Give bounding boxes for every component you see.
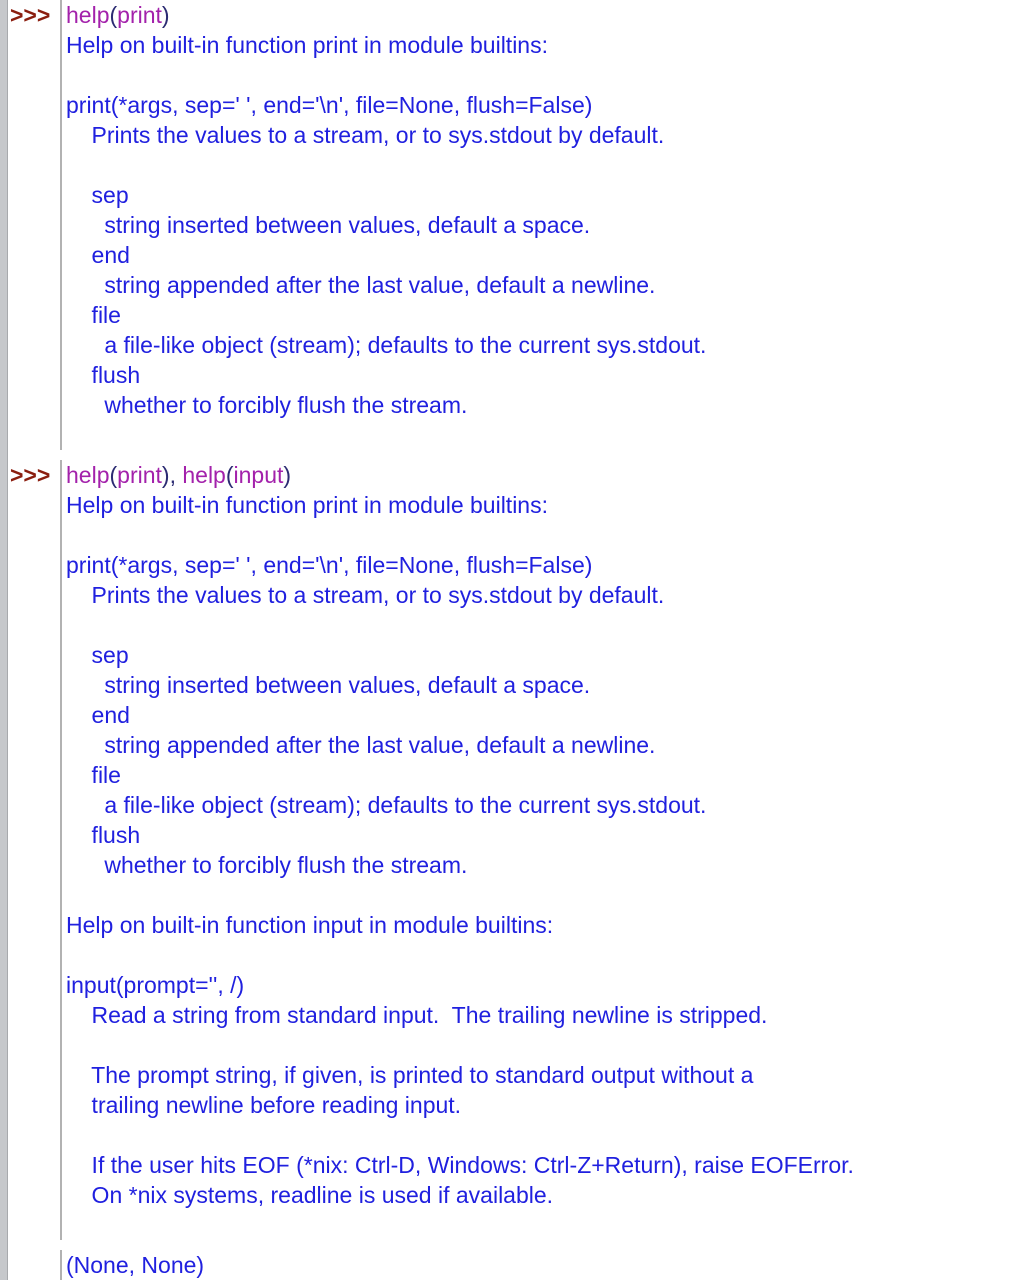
output-line: input(prompt='', /) [66,972,245,998]
blank-line [66,1030,1014,1060]
command-line [66,0,1014,30]
output-line: sep [66,182,129,208]
output-line: Help on built-in function print in module builtins: [66,32,548,58]
shell-block [8,460,1014,1240]
output-line: Read a string from standard input. The trailing newline is stripped. [66,1002,768,1028]
blank-line [66,610,1014,640]
command-segment-punct: ), [161,462,183,488]
output-line: print(*args, sep=' ', end='\n', file=None, flush=False) [66,92,593,118]
command-segment-punct: ( [225,462,234,488]
output-line: On *nix systems, readline is used if available. [66,1182,554,1208]
shell-block-content[interactable] [60,0,1014,450]
output-line: whether to forcibly flush the stream. [66,852,468,878]
blank-line [66,940,1014,970]
output-line: (None, None) [66,1252,205,1278]
command-segment-name: print [117,462,162,488]
shell-block-content[interactable] [60,1250,1014,1280]
command-segment-name: input [233,462,284,488]
command-segment-name: help [66,2,110,28]
left-gutter-strip [0,0,8,1280]
shell-block [8,0,1014,450]
output-line: end [66,242,130,268]
blank-line [66,150,1014,180]
shell-block [8,1250,1014,1280]
prompt-gutter [8,460,60,1240]
output-line: flush [66,822,141,848]
command-segment-punct: ) [161,2,170,28]
command-line [66,460,1014,490]
output-line: a file-like object (stream); defaults to the current sys.stdout. [66,792,707,818]
shell-transcript[interactable] [8,0,1014,1280]
output-line: file [66,302,121,328]
prompt-gutter [8,0,60,450]
output-line: string appended after the last value, default a newline. [66,272,656,298]
output-line: string inserted between values, default a space. [66,672,591,698]
output-line: If the user hits EOF (*nix: Ctrl-D, Windows: Ctrl-Z+Return), raise EOFError. [66,1152,854,1178]
output-line: file [66,762,121,788]
shell-prompt: >>> [10,462,51,488]
blank-line [66,1120,1014,1150]
output-line: Help on built-in function input in module builtins: [66,912,554,938]
output-line: Help on built-in function print in module builtins: [66,492,548,518]
command-segment-punct: ( [109,462,118,488]
command-segment-punct: ( [109,2,118,28]
command-segment-name: help [182,462,226,488]
command-segment-punct: ) [283,462,292,488]
output-line: sep [66,642,129,668]
shell-prompt: >>> [10,2,51,28]
prompt-gutter [8,1250,60,1280]
output-line: print(*args, sep=' ', end='\n', file=None, flush=False) [66,552,593,578]
command-segment-name: help [66,462,110,488]
output-line: string inserted between values, default a space. [66,212,591,238]
output-line: whether to forcibly flush the stream. [66,392,468,418]
output-line: Prints the values to a stream, or to sys.stdout by default. [66,582,665,608]
shell-block-content[interactable] [60,460,1014,1240]
blank-line [66,1210,1014,1240]
blank-line [66,60,1014,90]
output-line: trailing newline before reading input. [66,1092,462,1118]
output-line: flush [66,362,141,388]
blank-line [66,880,1014,910]
command-segment-name: print [117,2,162,28]
blank-line [66,420,1014,450]
output-line: a file-like object (stream); defaults to the current sys.stdout. [66,332,707,358]
output-line: The prompt string, if given, is printed to standard output without a [66,1062,754,1088]
output-line: end [66,702,130,728]
output-line: string appended after the last value, default a newline. [66,732,656,758]
output-line: Prints the values to a stream, or to sys.stdout by default. [66,122,665,148]
blank-line [66,520,1014,550]
